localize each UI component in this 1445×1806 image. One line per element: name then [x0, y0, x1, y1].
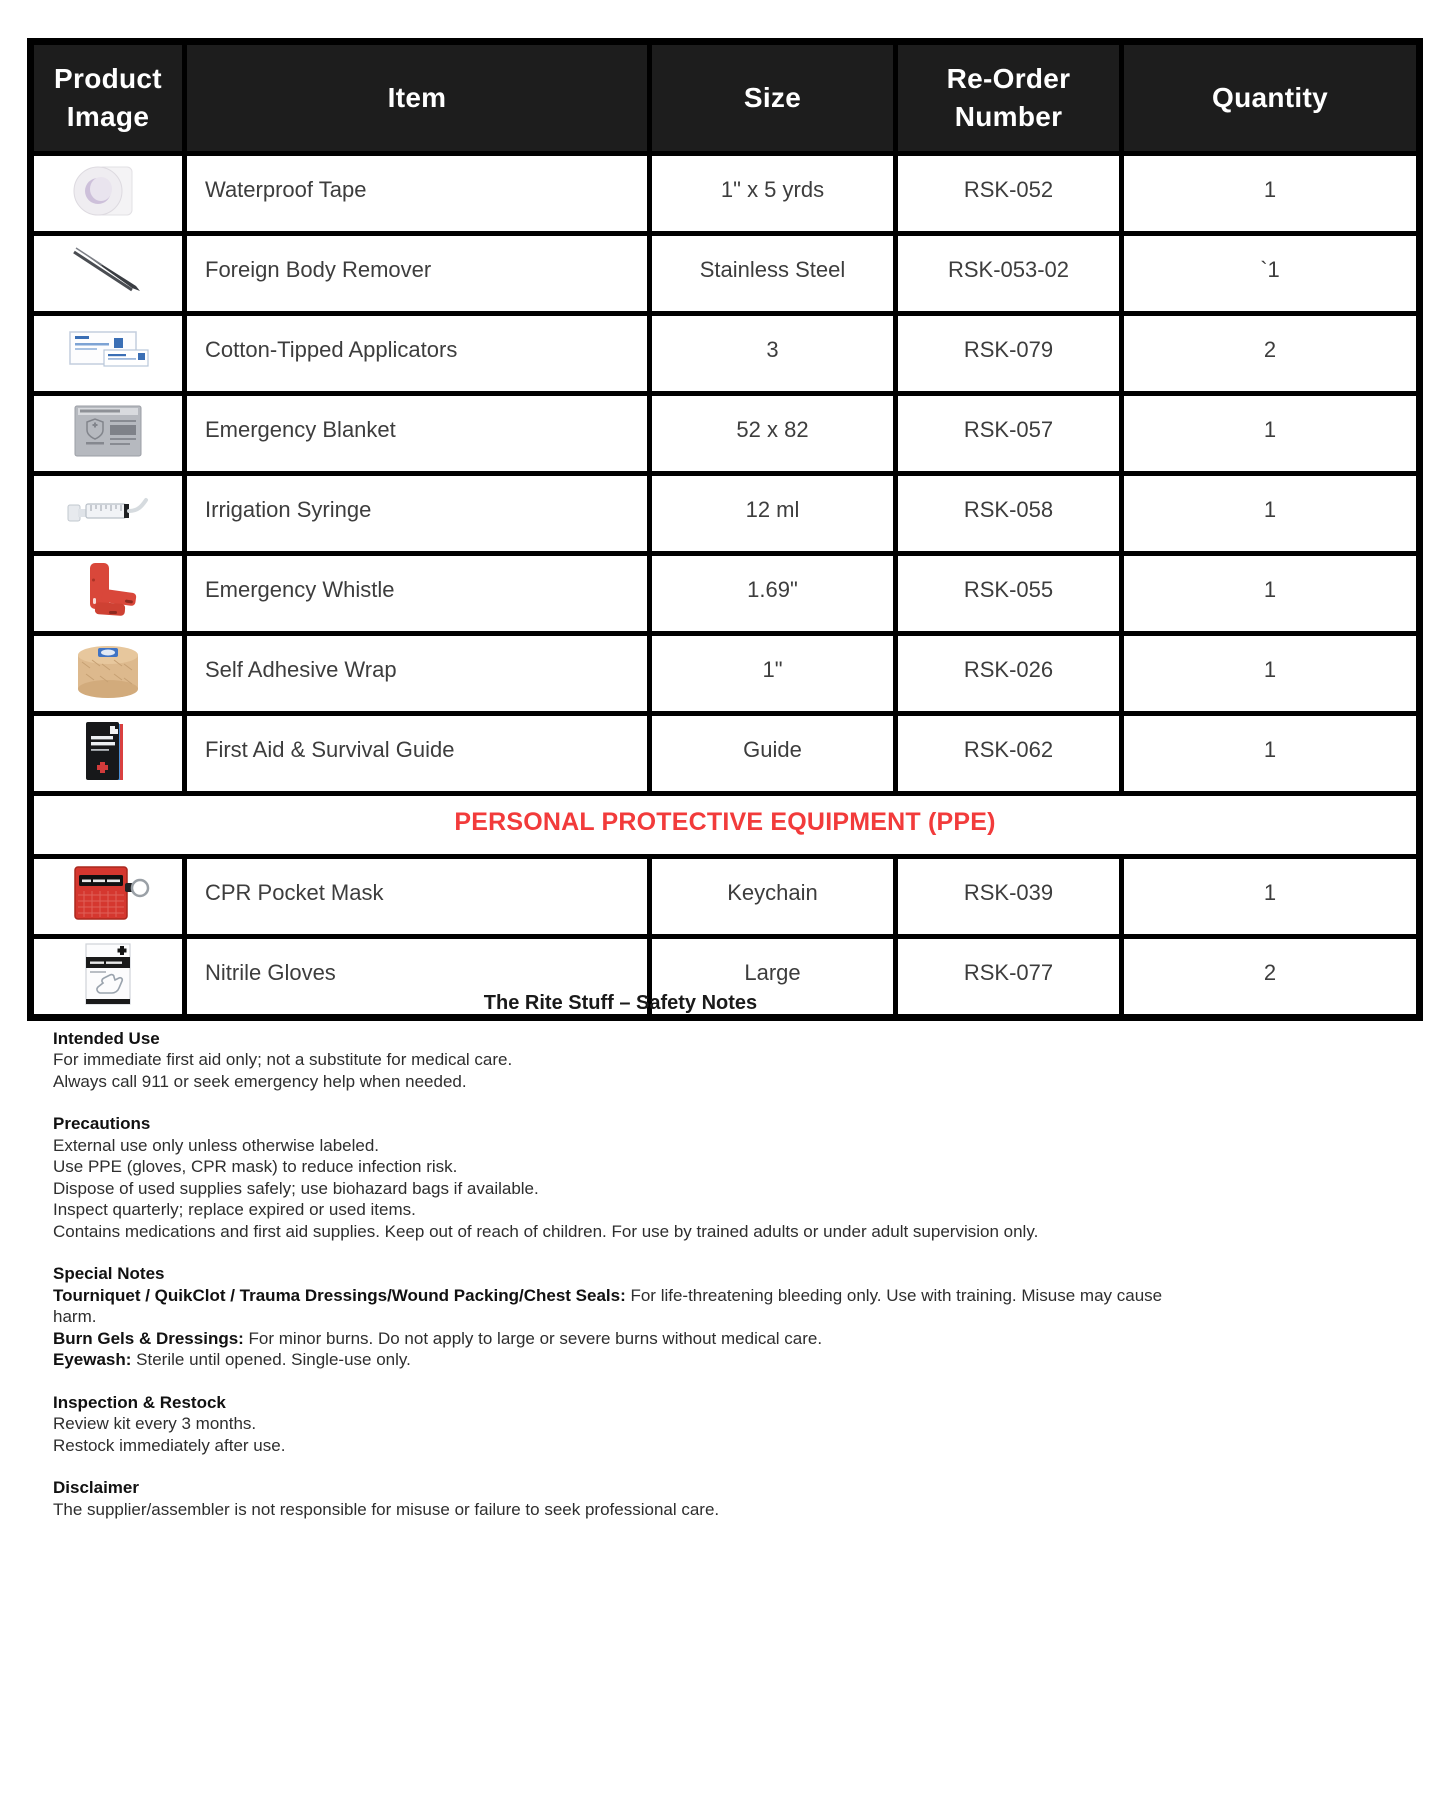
reorder-cell: RSK-052 — [896, 154, 1122, 234]
special-notes-label: Burn Gels & Dressings: — [53, 1328, 244, 1348]
precautions-line: Use PPE (gloves, CPR mask) to reduce infection risk. — [53, 1157, 458, 1176]
safety-notes-title: The Rite Stuff – Safety Notes — [483, 992, 758, 1014]
item-cell: Emergency Blanket — [185, 394, 650, 474]
inspection-line: Restock immediately after use. — [53, 1435, 286, 1455]
disclaimer-heading: Disclaimer — [53, 1478, 139, 1497]
safety-notes — [53, 993, 1188, 1520]
item-cell: Self Adhesive Wrap — [185, 634, 650, 714]
size-cell: Stainless Steel — [650, 234, 896, 314]
inspection-restock-heading: Inspection & Restock — [53, 1392, 226, 1412]
special-notes-entry: Eyewash: Sterile until opened. Single-use only. — [53, 1350, 411, 1369]
quantity-cell: 1 — [1122, 634, 1420, 714]
reorder-cell: RSK-077 — [896, 937, 1122, 1018]
red-whistle-image — [62, 558, 154, 624]
tan-wrap-roll-image — [62, 638, 154, 704]
header-size: Size — [650, 42, 896, 154]
table-row — [31, 634, 1420, 714]
item-cell: First Aid & Survival Guide — [185, 714, 650, 794]
item-cell: Cotton-Tipped Applicators — [185, 314, 650, 394]
table-row — [31, 714, 1420, 794]
header-product-image: Product Image — [31, 42, 185, 154]
quantity-cell: 1 — [1122, 714, 1420, 794]
table-row — [31, 394, 1420, 474]
precautions-line: Contains medications and first aid supplies. Keep out of reach of children. For use by trained adults or under adult supervision only. — [53, 1221, 1039, 1241]
quantity-cell: 1 — [1122, 554, 1420, 634]
reorder-cell: RSK-055 — [896, 554, 1122, 634]
size-cell: 1" x 5 yrds — [650, 154, 896, 234]
size-cell: 12 ml — [650, 474, 896, 554]
table-row — [31, 234, 1420, 314]
precautions-line: Dispose of used supplies safely; use biohazard bags if available. — [53, 1178, 539, 1198]
reorder-cell: RSK-039 — [896, 857, 1122, 937]
quantity-cell: 1 — [1122, 154, 1420, 234]
header-item: Item — [185, 42, 650, 154]
precautions-line: Inspect quarterly; replace expired or used items. — [53, 1200, 416, 1219]
intended-use-heading: Intended Use — [53, 1028, 160, 1048]
size-cell: Large — [650, 937, 896, 1018]
ppe-section-header: PERSONAL PROTECTIVE EQUIPMENT (PPE) — [31, 794, 1420, 857]
header-reorder-number: Re-Order Number — [896, 42, 1122, 154]
reorder-cell: RSK-062 — [896, 714, 1122, 794]
black-guide-book-image — [62, 718, 154, 784]
table-row — [31, 857, 1420, 937]
size-cell: Keychain — [650, 857, 896, 937]
precautions-heading: Precautions — [53, 1114, 151, 1133]
precautions-line: External use only unless otherwise labeled. — [53, 1135, 380, 1155]
item-cell: Irrigation Syringe — [185, 474, 650, 554]
reorder-cell: RSK-026 — [896, 634, 1122, 714]
foil-blanket-pack-image — [62, 398, 154, 464]
waterproof-tape-image — [62, 158, 154, 224]
intended-use-line: For immediate first aid only; not a substitute for medical care. — [53, 1050, 513, 1069]
table-row — [31, 554, 1420, 634]
special-notes-label: Eyewash: — [53, 1350, 132, 1369]
applicator-boxes-image — [62, 318, 154, 384]
ppe-section-row — [31, 794, 1420, 857]
reorder-cell: RSK-057 — [896, 394, 1122, 474]
inspection-line: Review kit every 3 months. — [53, 1414, 257, 1433]
cpr-keychain-pouch-image — [62, 861, 154, 927]
intended-use-line: Always call 911 or seek emergency help when needed. — [53, 1071, 467, 1091]
reorder-cell: RSK-079 — [896, 314, 1122, 394]
quantity-cell: 1 — [1122, 394, 1420, 474]
size-cell: 3 — [650, 314, 896, 394]
table-row — [31, 314, 1420, 394]
kit-contents-table — [27, 38, 1423, 1021]
quantity-cell: 1 — [1122, 857, 1420, 937]
size-cell: Guide — [650, 714, 896, 794]
item-cell: CPR Pocket Mask — [185, 857, 650, 937]
item-cell: Emergency Whistle — [185, 554, 650, 634]
disclaimer-line: The supplier/assembler is not responsible for misuse or failure to seek professional care. — [53, 1499, 720, 1519]
special-notes-heading: Special Notes — [53, 1264, 165, 1283]
size-cell: 1" — [650, 634, 896, 714]
size-cell: 52 x 82 — [650, 394, 896, 474]
tweezers-image — [62, 238, 154, 304]
table-row — [31, 154, 1420, 234]
special-notes-entry: Burn Gels & Dressings: For minor burns. Do not apply to large or severe burns without medical care. — [53, 1328, 823, 1348]
curved-tip-syringe-image — [62, 478, 154, 544]
header-quantity: Quantity — [1122, 42, 1420, 154]
size-cell: 1.69" — [650, 554, 896, 634]
reorder-cell: RSK-053-02 — [896, 234, 1122, 314]
special-notes-label: Tourniquet / QuikClot / Trauma Dressings/Wound Packing/Chest Seals: — [53, 1285, 626, 1305]
table-header-row — [31, 42, 1420, 154]
quantity-cell: 2 — [1122, 937, 1420, 1018]
quantity-cell: 1 — [1122, 474, 1420, 554]
special-notes-entry: Tourniquet / QuikClot / Trauma Dressings/Wound Packing/Chest Seals: For life-threatening bleeding only. Use with training. Misuse may cause harm. — [53, 1285, 1163, 1326]
reorder-cell: RSK-058 — [896, 474, 1122, 554]
table-row — [31, 474, 1420, 554]
item-cell: Nitrile Gloves — [185, 937, 650, 1018]
quantity-cell: 2 — [1122, 314, 1420, 394]
item-cell: Foreign Body Remover — [185, 234, 650, 314]
quantity-cell: `1 — [1122, 234, 1420, 314]
item-cell: Waterproof Tape — [185, 154, 650, 234]
